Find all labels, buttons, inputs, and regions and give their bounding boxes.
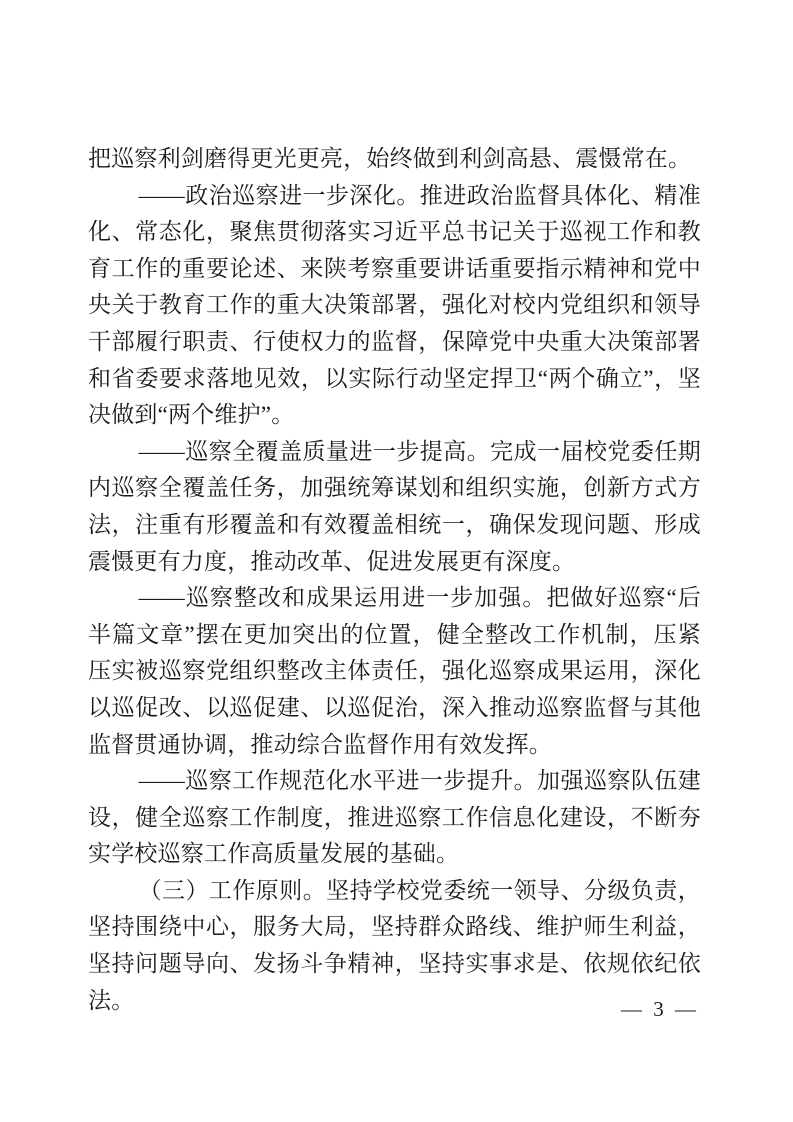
paragraph-standardization: ——巡察工作规范化水平进一步提升。加强巡察队伍建设，健全巡察工作制度，推进巡察工作信息化建设，不断夯实学校巡察工作高质量发展的基础。 [88, 768, 701, 867]
paragraph-rectification-results: ——巡察整改和成果运用进一步加强。把做好巡察“后半篇文章”摆在更加突出的位置，健全整改工作机制，压紧压实被巡察党组织整改主体责任，强化巡察成果运用，深化以巡促改、以巡促建、以巡促治，深入推动巡察监督与其他监督贯通协调，推动综合监督作用有效发挥。 [88, 585, 701, 757]
paragraph-political-inspection: ——政治巡察进一步深化。推进政治监督具体化、精准化、常态化，聚焦贯彻落实习近平总书记关于巡视工作和教育工作的重要论述、来陕考察重要讲话重要指示精神和党中央关于教育工作的重大决策部署，强化对校内党组织和领导干部履行职责、行使权力的监督，保障党中央重大决策部署和省委要求落地见效，以实际行动坚定捍卫“两个确立”，坚决做到“两个维护”。 [88, 182, 701, 428]
paragraph-continuation: 把巡察利剑磨得更光更亮，始终做到利剑高悬、震慑常在。 [88, 146, 692, 171]
document-body [88, 141, 701, 1019]
paragraph-work-principles: （三）工作原则。坚持学校党委统一领导、分级负责，坚持围绕中心，服务大局，坚持群众路线、维护师生利益，坚持问题导向、发扬斗争精神，坚持实事求是、依规依纪依法。 [88, 877, 701, 1013]
paragraph-full-coverage: ——巡察全覆盖质量进一步提高。完成一届校党委任期内巡察全覆盖任务，加强统筹谋划和组织实施，创新方式方法，注重有形覆盖和有效覆盖相统一，确保发现问题、形成震慑更有力度，推动改革、促进发展更有深度。 [88, 438, 701, 574]
page-number: — 3 — [621, 997, 699, 1021]
